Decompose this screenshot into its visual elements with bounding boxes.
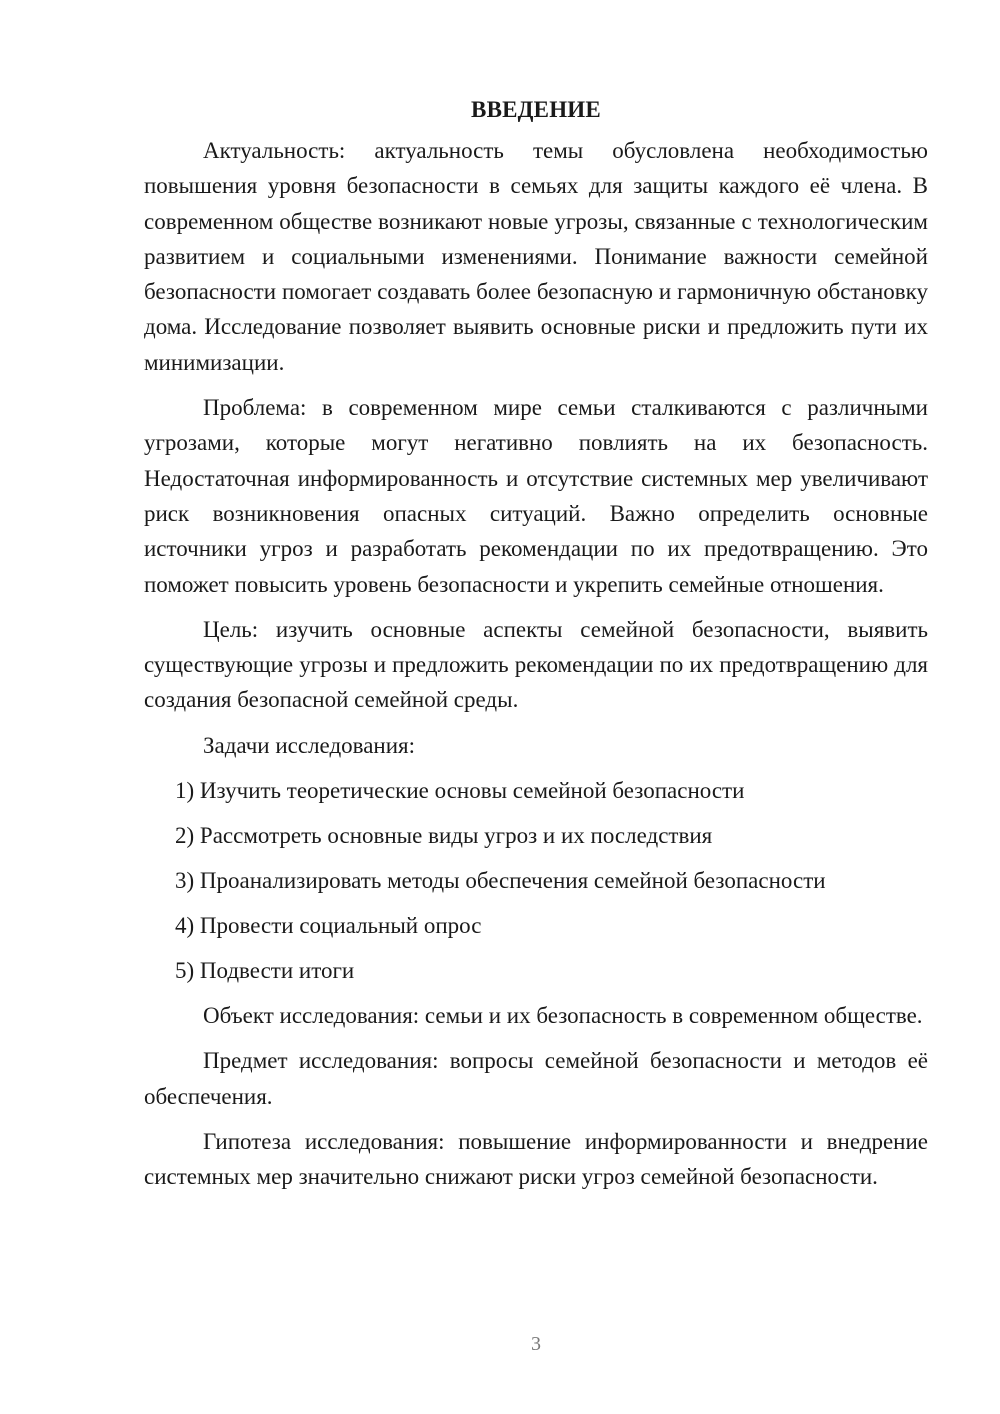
list-item: 3) Проанализировать методы обеспечения семейной безопасности [175, 868, 826, 894]
section-heading: ВВЕДЕНИЕ [471, 97, 601, 122]
paragraph-hypothesis: Гипотеза исследования: повышение информированности и внедрение системных мер значительно снижают риски угроз семейной безопасности. [144, 1128, 928, 1190]
list-item: 5) Подвести итоги [175, 958, 355, 984]
list-item: 2) Рассмотреть основные виды угроз и их последствия [175, 823, 713, 849]
paragraph-goal: Цель: изучить основные аспекты семейной безопасности, выявить существующие угрозы и предложить рекомендации по их предотвращению для создания безопасной семейной среды. [144, 616, 928, 713]
paragraph-relevance: Актуальность: актуальность темы обусловлена необходимостью повышения уровня безопасности в семьях для защиты каждого её члена. В современном обществе возникают новые угрозы, связанные с технологическим развитием и социальными изменениями. Понимание важности семейной безопасности помогает создавать более безопасную и гармоничную обстановку дома. Исследование позволяет выявить основные риски и предложить пути их минимизации. [144, 138, 928, 375]
page-number: 3 [531, 1333, 541, 1355]
paragraph-tasks-intro: Задачи исследования: [203, 732, 416, 758]
list-item: 4) Провести социальный опрос [175, 913, 482, 939]
paragraph-subject: Предмет исследования: вопросы семейной безопасности и методов её обеспечения. [144, 1048, 928, 1109]
document-page [144, 92, 928, 1205]
paragraph-problem: Проблема: в современном мире семьи сталкиваются с различными угрозами, которые могут негативно повлиять на их безопасность. Недостаточная информированность и отсутствие системных мер увеличивают риск возникновения опасных ситуаций. Важно определить основные источники угроз и разработать рекомендации по их предотвращению. Это поможет повысить уровень безопасности и укрепить семейные отношения. [144, 395, 928, 597]
tasks-list [144, 773, 928, 988]
paragraph-object: Объект исследования: семьи и их безопасность в современном обществе. [203, 1003, 923, 1029]
list-item: 1) Изучить теоретические основы семейной безопасности [175, 778, 745, 804]
